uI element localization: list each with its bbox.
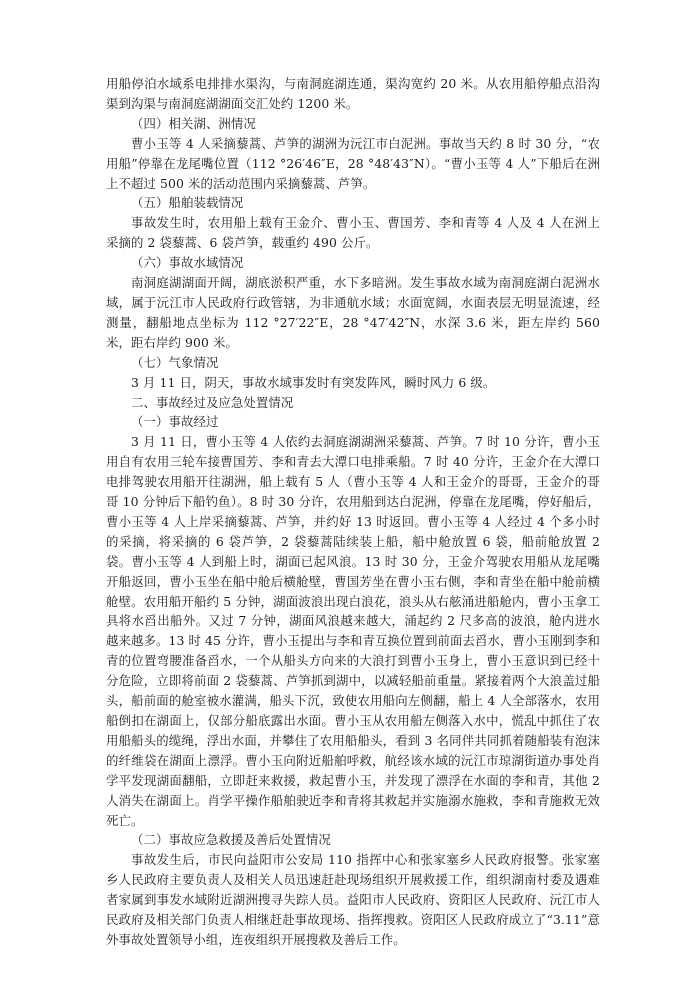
section-heading-water: （六）事故水域情况 <box>131 255 244 271</box>
paragraph-rescue: 事故发生后，市民向益阳市公安局 110 指挥中心和张家塞乡人民政府报警。张家塞乡人民政府主要负责人及相关人员迅速赶赴现场组织开展救援工作，组织湖南村委及遇难者家属到事发水域附近湖洲搜寻失踪人员。益阳市人民政府、资阳区人民政府、沅江市人民政府及相关部门负责人相继赶赴事故现场、指挥搜救。资阳区人民政府成立了“3.11”意外事故处置领导小组，连夜组织开展搜救及善后工作。 <box>106 852 600 947</box>
paragraph-water: 南洞庭湖湖面开阔，湖底淤积严重，水下多暗洲。发生事故水域为南洞庭湖白泥洲水域，属于沅江市人民政府行政管辖，为非通航水域；水面宽阔，水面表层无明显流速，经测量，翻船地点坐标为 112 °27′22″E，28 °47′42″N，水深 3.6 米，距左岸约 560 米，距右岸约 900 米。 <box>106 275 600 350</box>
section-heading-loading: （五）船舶装载情况 <box>131 195 244 211</box>
paragraph-lakes: 曹小玉等 4 人采摘藜蒿、芦笋的湖洲为沅江市白泥洲。事故当天约 8 时 30 分，“农用船”停靠在龙尾嘴位置（112 °26′46″E，28 °48′43″N）。“曹小玉等 4 人”下船后在洲上不超过 500 米的活动范围内采摘藜蒿、芦笋。 <box>106 135 600 191</box>
section-heading-accident-details: （一）事故经过 <box>131 414 219 430</box>
document-body <box>106 74 600 950</box>
section-heading-accident-process: 二、事故经过及应急处置情况 <box>131 394 294 410</box>
paragraph-loading: 事故发生时，农用船上载有王金介、曹小玉、曹国芳、李和青等 4 人及 4 人在洲上采摘的 2 袋藜蒿、6 袋芦笋，载重约 490 公斤。 <box>106 215 600 251</box>
paragraph-weather: 3 月 11 日，阴天，事故水域事发时有突发阵风，瞬时风力 6 级。 <box>131 374 496 390</box>
section-heading-weather: （七）气象情况 <box>131 354 219 370</box>
section-heading-rescue: （二）事故应急救援及善后处置情况 <box>131 832 331 848</box>
paragraph-canal-info: 用船停泊水域系电排排水渠沟，与南洞庭湖连通，渠沟宽约 20 米。从农用船停船点沿沟渠到沟渠与南洞庭湖湖面交汇处约 1200 米。 <box>106 76 600 111</box>
section-heading-lakes: （四）相关湖、洲情况 <box>131 115 256 131</box>
paragraph-accident-details: 3 月 11 日，曹小玉等 4 人依约去洞庭湖湖洲采藜蒿、芦笋。7 时 10 分许，曹小玉用自有农用三轮车接曹国芳、李和青去大潭口电排乘船。7 时 40 分许，王金介在大潭口电排驾驶农用船开往湖洲，船上载有 5 人（曹小玉等 4 人和王金介的哥哥，王金介的哥哥 10 分钟后下船钓鱼）。8 时 30 分许，农用船到达白泥洲，停靠在龙尾嘴，停好船后，曹小玉等 4 人上岸采摘藜蒿、芦笋，并约好 13 时返回。曹小玉等 4 人经过 4 个多小时的采摘，将采摘的 6 袋芦笋，2 袋藜蒿陆续装上船，船中舱放置 6 袋，船前舱放置 2 袋。曹小玉等 4 人到船上时，湖面已起风浪。13 时 30 分，王金介驾驶农用船从龙尾嘴开船返回，曹小玉坐在船中舱后横舱壁，曹国芳坐在曹小玉右侧，李和青坐在船中舱前横舱壁。农用船开船约 5 分钟，湖面波浪出现白浪花，浪头从右舷涌进船舱内，曹小玉拿工具将水舀出船外。又过 7 分钟，湖面风浪越来越大，涌起约 2 尺多高的波浪，舱内进水越来越多。13 时 45 分许，曹小玉提出与李和青互换位置到前面去舀水，曹小玉刚到李和青的位置弯腰准备舀水，一个从船头方向来的大浪打到曹小玉身上，曹小玉意识到已经十分危险，立即将前面 2 袋藜蒿、芦笋抓到湖中，以减轻船前重量。紧接着两个大浪盖过船头，船前面的舱室被水灌满，船头下沉，致使农用船向左侧翻，船上 4 人全部落水，农用船倒扣在湖面上，仅部分船底露出水面。曹小玉从农用船左侧落入水中，慌乱中抓住了农用船船头的缆绳，浮出水面，并攀住了农用船船头，看到 3 名同伴共同抓着随船装有泡沫的纤维袋在湖面上漂浮。曹小玉向附近船舶呼救，航经该水域的沅江市琼湖街道办事处肖学平发现湖面翻船，立即赶来救援，救起曹小玉，并发现了漂浮在水面的李和青，其他 2 人消失在湖面上。肖学平操作船舶驶近李和青将其救起并实施溺水施救，李和青施救无效死亡。 <box>106 434 600 828</box>
